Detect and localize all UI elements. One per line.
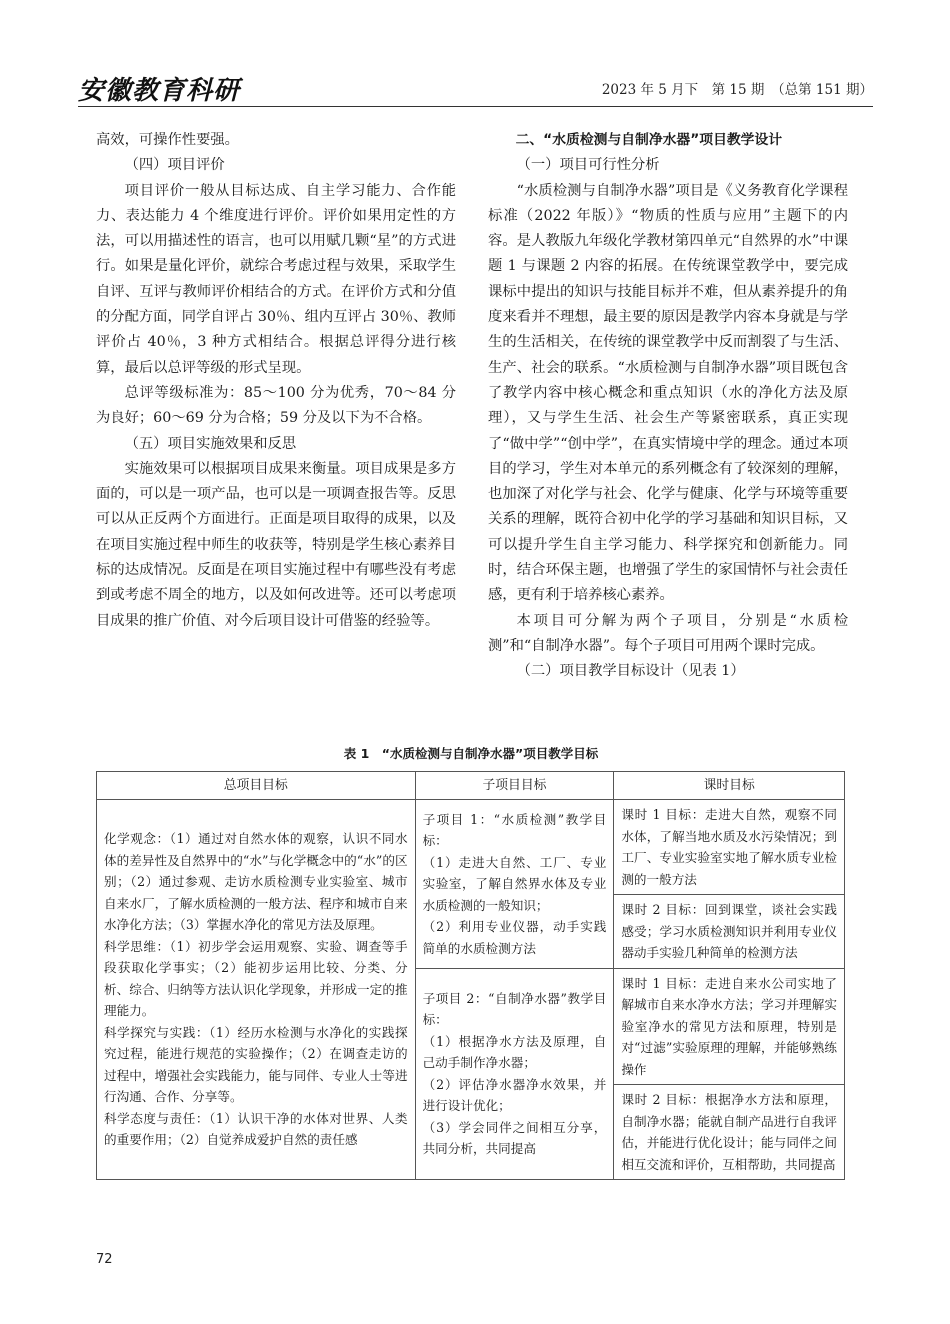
sub-project-2-cell — [415, 968, 614, 1180]
page-number: 72 — [96, 1252, 113, 1267]
subheading: （五）项目实施效果和反思 — [124, 435, 297, 452]
paragraph: 本项目可分解为两个子项目，分别是“水质检测”和“自制净水器”。每个子项目可用两个课时完成。 — [488, 612, 848, 654]
paragraph: 高效，可操作性要强。 — [96, 132, 239, 148]
sub-goal: （2）利用专业仪器，动手实践简单的水质检测方法 — [422, 919, 607, 956]
header-overall: 总项目目标 — [97, 772, 416, 800]
table-header-row — [97, 772, 845, 800]
lesson-cell: 课时 2 目标：回到课堂，谈社会实践感受；学习水质检测知识并利用专业仪器动手实验几种简单的检测方法 — [614, 895, 845, 969]
sub-goal: （1）走进大自然、工厂、专业实验室，了解自然界水体及专业水质检测的一般知识； — [422, 854, 607, 913]
goal-item: 科学思维：（1）初步学会运用观察、实验、调查等手段获取化学事实；（2）能初步运用比较、分类、分析、综合、归纳等方法认识化学现象，并形成一定的推理能力。 — [104, 938, 408, 1019]
left-column — [96, 128, 456, 634]
sub-goal: （1）根据净水方法及原理，自己动手制作净水器； — [422, 1033, 607, 1071]
section-heading: 二、“水质检测与自制净水器”项目教学设计 — [515, 132, 783, 148]
lesson-cell: 课时 1 目标：走进自来水公司实地了解城市自来水净水方法；学习并理解实验室净水的常见方法和原理，特别是对“过滤”实验原理的理解，并能够熟练操作 — [614, 968, 845, 1085]
subheading: （四）项目评价 — [124, 157, 225, 174]
goal-item: 科学探究与实践：（1）经历水检测与水净化的实践探究过程，能进行规范的实验操作；（2）在调查走访的过程中，增强社会实践能力，能与同伴、专业人士等进行沟通、合作、分享等。 — [104, 1024, 408, 1105]
table-row — [97, 800, 845, 895]
page-header — [78, 70, 873, 110]
goal-item: 科学态度与责任：（1）认识干净的水体对世界、人类的重要作用；（2）自觉养成爱护自然的责任感 — [104, 1110, 408, 1148]
header-rule — [78, 106, 873, 107]
goals-table — [96, 771, 845, 1180]
sub-goal: 子项目 1：“水质检测”教学目标： — [422, 811, 607, 848]
header-lesson: 课时目标 — [614, 772, 845, 800]
sub-project-1-cell — [415, 800, 614, 969]
sub-goal: 子项目 2：“自制净水器”教学目标： — [422, 990, 607, 1028]
subheading: （二）项目教学目标设计（见表 1） — [516, 663, 745, 680]
subheading: （一）项目可行性分析 — [516, 157, 660, 174]
right-column — [488, 128, 848, 685]
overall-goals-cell — [97, 800, 416, 1180]
paragraph: 实施效果可以根据项目成果来衡量。项目成果是多方面的，可以是一项产品，也可以是一项调查报告等。反思可以从正反两个方面进行。正面是项目取得的成果，以及在项目实施过程中师生的收获等，特别是学生核心素养目标的达成情况。反面是在项目实施过程中有哪些没有考虑到或考虑不周全的地方，以及如何改进等。还可以考虑项目成果的推广价值、对今后项目设计可借鉴的经验等。 — [96, 460, 456, 629]
issue-info: 2023 年 5 月下 第 15 期 （总第 151 期） — [601, 82, 873, 98]
table-caption: 表 1 “水质检测与自制净水器”项目教学目标 — [343, 746, 599, 761]
paragraph: “水质检测与自制净水器”项目是《义务教育化学课程标准（2022 年版）》“物质的性质与应用”主题下的内容。是人教版九年级化学教材第四单元“自然界的水”中课题 1 与课题 2 内容的拓展。在传统课堂教学中，要完成课标中提出的知识与技能目标并不难，但从素养提升的角度来看并不理想，最主要的原因是教学内容本身就是与学生的生活相关，在传统的课堂教学中反而割裂了与生活、生产、社会的联系。“水质检测与自制净水器”项目既包含了教学内容中核心概念和重点知识（水的净化方法及原理），又与学生生活、社会生产等紧密联系，真正实现了“做中学”“创中学”，在真实情境中学的理念。通过本项目的学习，学生对本单元的系列概念有了较深刻的理解，也加深了对化学与社会、化学与健康、化学与环境等重要关系的理解，既符合初中化学的学习基础和知识目标，又可以提升学生自主学习能力、科学探究和创新能力。同时，结合环保主题，也增强了学生的家国情怀与社会责任感，更有利于培养核心素养。 — [488, 182, 848, 604]
goal-item: 化学观念：（1）通过对自然水体的观察，认识不同水体的差异性及自然界中的“水”与化学概念中的“水”的区别；（2）通过参观、走访水质检测专业实验室、城市自来水厂，了解水质检测的一般方法、程序和城市自来水净化方法；（3）掌握水净化的常见方法及原理。 — [104, 831, 408, 933]
sub-goal: （2）评估净水器净水效果，并进行设计优化； — [422, 1076, 607, 1114]
lesson-cell: 课时 1 目标：走进大自然，观察不同水体，了解当地水质及水污染情况；到工厂、专业实验室实地了解水质专业检测的一般方法 — [614, 800, 845, 895]
paragraph: 项目评价一般从目标达成、自主学习能力、合作能力、表达能力 4 个维度进行评价。评价如果用定性的方法，可以用描述性的语言，也可以用赋几颗“星”的方式进行。如果是量化评价，就综合考虑过程与效果，采取学生自评、互评与教师评价相结合的方式。在评价方式和分值的分配方面，同学自评占 30％、组内互评占 30％、教师评价占 40％，3 种方式相结合。根据总评得分进行核算，最后以总评等级的形式呈现。 — [96, 182, 457, 376]
sub-goal: （3）学会同伴之间相互分享，共同分析，共同提高 — [422, 1119, 607, 1157]
journal-masthead: 安徽教育科研 — [78, 76, 241, 106]
header-sub: 子项目目标 — [415, 772, 614, 800]
paragraph: 总评等级标准为：85～100 分为优秀，70～84 分为良好；60～69 分为合格；59 分及以下为不合格。 — [96, 384, 456, 427]
lesson-cell: 课时 2 目标：根据净水方法和原理，自制净水器；能就自制产品进行自我评估，并能进行优化设计；能与同伴之间相互交流和评价，互相帮助，共同提高 — [614, 1085, 845, 1180]
